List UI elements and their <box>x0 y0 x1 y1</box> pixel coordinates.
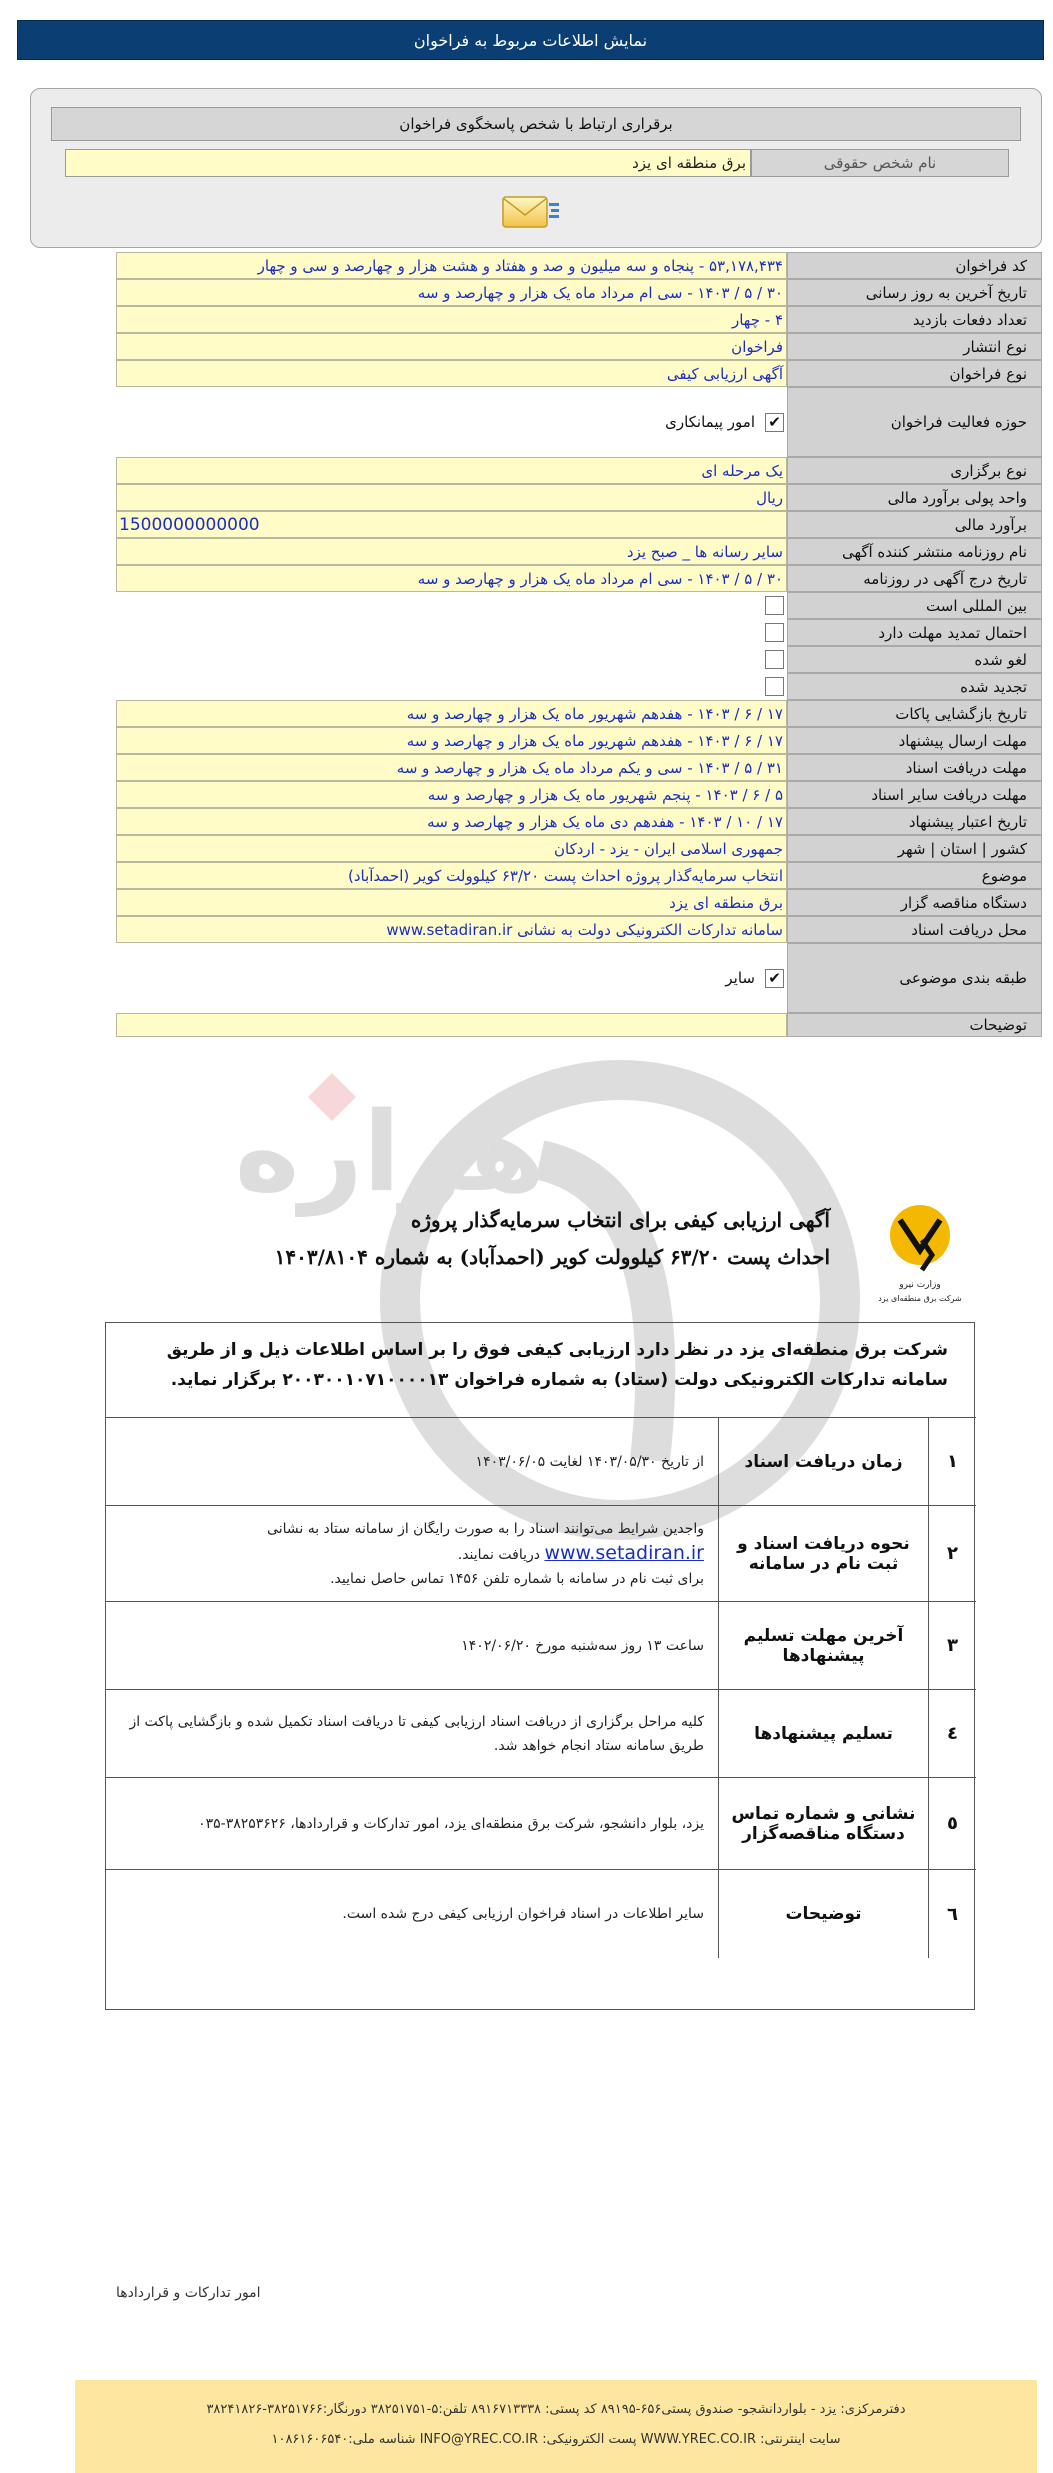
row-international <box>116 592 1042 619</box>
row-value <box>116 1013 787 1037</box>
watermark-text: هزاره <box>234 1088 546 1216</box>
legal-entity-label: نام شخص حقوقی <box>751 149 1009 177</box>
activity-checkbox[interactable]: ✔ <box>765 413 784 432</box>
legal-entity-row <box>65 149 1009 177</box>
row-value: سامانه تدارکات الکترونیکی دولت به نشانی www.setadiran.ir <box>116 916 787 943</box>
notice-row-label: آخرین مهلت تسلیم پیشنهادها <box>718 1602 928 1689</box>
row-value: آگهی ارزیابی کیفی <box>116 360 787 387</box>
row-validity-date <box>116 808 1042 835</box>
notice-title-line1: آگهی ارزیابی کیفی برای انتخاب سرمایه‌گذار پروژه <box>410 1208 830 1232</box>
notice-row-number: ٥ <box>928 1778 976 1869</box>
notice-image <box>60 1060 1000 2301</box>
notice-row-label: نحوه دریافت اسناد و ثبت نام در سامانه <box>718 1506 928 1601</box>
canceled-checkbox[interactable] <box>765 650 784 669</box>
row-last-update <box>116 279 1042 306</box>
row-value: ۵ / ۶ / ۱۴۰۳ - پنجم شهریور ماه یک هزار و چهارصد و سه <box>116 781 787 808</box>
notice-row-number: ۱ <box>928 1418 976 1505</box>
row-label: نوع برگزاری <box>787 457 1042 484</box>
notice-intro: شرکت برق منطقه‌ای یزد در نظر دارد ارزیابی کیفی فوق را بر اساس اطلاعات ذیل و از طریق سامانه تدارکات الکترونیکی دولت (ستاد) به شماره فراخوان ۲۰۰۳۰۰۱۰۷۱۰۰۰۰۱۳ برگزار نماید. <box>106 1323 976 1418</box>
row-label: حوزه فعالیت فراخوان <box>787 387 1042 457</box>
row-value <box>116 592 787 619</box>
notice-table <box>105 1322 975 2010</box>
notice-row-text: کلیه مراحل برگزاری از دریافت اسناد ارزیابی کیفی تا دریافت اسناد تکمیل شده و بازگشایی پاکت از طریق سامانه ستاد انجام خواهد شد. <box>129 1713 704 1754</box>
notice-row-text: سایر اطلاعات در اسناد فراخوان ارزیابی کیفی درج شده است. <box>342 1906 704 1922</box>
row-value: 1500000000000 <box>116 511 787 538</box>
row-value: سایر رسانه ها _ صبح یزد <box>116 538 787 565</box>
category-text: سایر <box>725 969 755 987</box>
row-value: ۱۷ / ۱۰ / ۱۴۰۳ - هفدهم دی ماه یک هزار و چهارصد و سه <box>116 808 787 835</box>
row-value: یک مرحله ای <box>116 457 787 484</box>
notice-row <box>106 1418 976 1506</box>
notice-row <box>106 1870 976 1958</box>
row-label: دستگاه مناقصه گزار <box>787 889 1042 916</box>
notice-row-text-2: دریافت نمایند. <box>457 1546 540 1563</box>
notice-row-text-1: واجدین شرایط می‌توانند اسناد را به صورت رایگان از سامانه ستاد به نشانی <box>267 1520 704 1537</box>
row-value <box>116 943 787 1013</box>
row-label: موضوع <box>787 862 1042 889</box>
international-checkbox[interactable] <box>765 596 784 615</box>
notice-row-label: توضیحات <box>718 1870 928 1958</box>
notice-row-number: ٦ <box>928 1870 976 1958</box>
row-value: ۳۰ / ۵ / ۱۴۰۳ - سی ام مرداد ماه یک هزار و چهارصد و سه <box>116 565 787 592</box>
row-canceled <box>116 646 1042 673</box>
row-other-docs-deadline <box>116 781 1042 808</box>
legal-entity-value: برق منطقه ای یزد <box>65 149 751 177</box>
row-label: نام روزنامه منتشر کننده آگهی <box>787 538 1042 565</box>
row-submit-deadline <box>116 727 1042 754</box>
row-extension <box>116 619 1042 646</box>
row-value: ۵۳,۱۷۸,۴۳۴ - پنجاه و سه میلیون و صد و هفتاد و هشت هزار و چهارصد و سی و چهار <box>116 252 787 279</box>
notice-row-text-3: برای ثبت نام در سامانه با شماره تلفن ۱۴۵۶ تماس حاصل نمایید. <box>330 1570 704 1587</box>
row-holding <box>116 457 1042 484</box>
row-value: ۳۰ / ۵ / ۱۴۰۳ - سی ام مرداد ماه یک هزار و چهارصد و سه <box>116 279 787 306</box>
notice-row <box>106 1690 976 1778</box>
row-estimate <box>116 511 1042 538</box>
notice-row-label: تسلیم پیشنهادها <box>718 1690 928 1777</box>
row-call-type <box>116 360 1042 387</box>
row-docs-deadline <box>116 754 1042 781</box>
row-docs-place <box>116 916 1042 943</box>
row-label: لغو شده <box>787 646 1042 673</box>
row-value <box>116 646 787 673</box>
notice-row-label: زمان دریافت اسناد <box>718 1418 928 1505</box>
row-opening-date <box>116 700 1042 727</box>
row-ad-date <box>116 565 1042 592</box>
info-table <box>116 252 1042 1037</box>
row-subject <box>116 862 1042 889</box>
row-currency <box>116 484 1042 511</box>
row-value: ۱۷ / ۶ / ۱۴۰۳ - هفدهم شهریور ماه یک هزار و چهارصد و سه <box>116 700 787 727</box>
notice-row <box>106 1778 976 1870</box>
renewed-checkbox[interactable] <box>765 677 784 696</box>
setadiran-link[interactable]: www.setadiran.ir <box>544 1541 704 1564</box>
activity-text: امور پیمانکاری <box>665 413 755 431</box>
notice-row-number: ۳ <box>928 1602 976 1689</box>
notice-row-text: از تاریخ ۱۴۰۳/۰۵/۳۰ لغایت ۱۴۰۳/۰۶/۰۵ <box>475 1453 704 1470</box>
notice-row-text-2-line <box>114 1541 704 1567</box>
notice-row <box>106 1602 976 1690</box>
row-label: تاریخ اعتبار پیشنهاد <box>787 808 1042 835</box>
notice-title-line2: احداث پست ۶۳/۲۰ کیلوولت کویر (احمدآباد) به شماره ۱۴۰۳/۸۱۰۴ <box>274 1245 830 1269</box>
row-label: توضیحات <box>787 1013 1042 1037</box>
row-label: تجدید شده <box>787 673 1042 700</box>
row-value: ریال <box>116 484 787 511</box>
row-label: طبقه بندی موضوعی <box>787 943 1042 1013</box>
page-title: نمایش اطلاعات مربوط به فراخوان <box>413 31 648 50</box>
notice-row-label: نشانی و شماره تماس دستگاه مناقصه‌گزار <box>718 1778 928 1869</box>
logo-caption-2: شرکت برق منطقه‌ای یزد <box>878 1294 962 1303</box>
row-label: تاریخ درج آگهی در روزنامه <box>787 565 1042 592</box>
row-label: تاریخ آخرین به روز رسانی <box>787 279 1042 306</box>
row-label: نوع انتشار <box>787 333 1042 360</box>
row-value: جمهوری اسلامی ایران - یزد - اردکان <box>116 835 787 862</box>
row-value <box>116 673 787 700</box>
row-label: محل دریافت اسناد <box>787 916 1042 943</box>
logo-caption-1: وزارت نیرو <box>899 1280 941 1290</box>
letterhead-footer <box>75 2380 1037 2473</box>
row-value: ۳۱ / ۵ / ۱۴۰۳ - سی و یکم مرداد ماه یک هزار و چهارصد و سه <box>116 754 787 781</box>
footer-contacts: سایت اینترنتی: WWW.YREC.CO.IR پست الکترونیکی: INFO@YREC.CO.IR شناسه ملی:۱۰۸۶۱۶۰۶۵۴۰ <box>271 2432 841 2447</box>
row-value <box>116 387 787 457</box>
notice-row-text: ساعت ۱۳ روز سه‌شنبه مورخ ۱۴۰۲/۰۶/۲۰ <box>461 1637 704 1654</box>
row-activity <box>116 387 1042 457</box>
row-label: احتمال تمدید مهلت دارد <box>787 619 1042 646</box>
envelope-icon[interactable] <box>499 187 563 235</box>
row-value: ۴ - چهار <box>116 306 787 333</box>
footer-address: دفترمرکزی: یزد - بلواردانشجو- صندوق پستی۶۵۶-۸۹۱۹۵ کد پستی: ۸۹۱۶۷۱۳۳۳۸ تلفن:۵-۳۸۲۵۱۷۵۱ دورنگار:۳۸۲۵۱۷۶۶-۳۸۲۴۱۸۲۶ <box>206 2402 906 2417</box>
notice-footer: امور تدارکات و قراردادها <box>116 2285 261 2301</box>
row-description <box>116 1013 1042 1037</box>
row-value: ۱۷ / ۶ / ۱۴۰۳ - هفدهم شهریور ماه یک هزار و چهارصد و سه <box>116 727 787 754</box>
row-label: کشور | استان | شهر <box>787 835 1042 862</box>
row-label: واحد پولی برآورد مالی <box>787 484 1042 511</box>
row-newspaper <box>116 538 1042 565</box>
contact-panel <box>30 88 1042 248</box>
row-label: مهلت ارسال پیشنهاد <box>787 727 1042 754</box>
row-value: برق منطقه ای یزد <box>116 889 787 916</box>
row-label: مهلت دریافت اسناد <box>787 754 1042 781</box>
row-location <box>116 835 1042 862</box>
row-category <box>116 943 1042 1013</box>
notice-row-number: ٤ <box>928 1690 976 1777</box>
row-publish-type <box>116 333 1042 360</box>
category-checkbox[interactable]: ✔ <box>765 969 784 988</box>
notice-row-text <box>106 1506 718 1601</box>
extension-checkbox[interactable] <box>765 623 784 642</box>
notice-row-number: ۲ <box>928 1506 976 1601</box>
company-logo-icon <box>860 1195 980 1315</box>
page-header <box>17 20 1044 60</box>
notice-row <box>106 1506 976 1602</box>
row-label: تاریخ بازگشایی پاکات <box>787 700 1042 727</box>
row-value <box>116 619 787 646</box>
row-label: کد فراخوان <box>787 252 1042 279</box>
row-value: انتخاب سرمایه‌گذار پروژه احداث پست ۶۳/۲۰ کیلوولت کویر (احمدآباد) <box>116 862 787 889</box>
row-organizer <box>116 889 1042 916</box>
row-label: تعداد دفعات بازدید <box>787 306 1042 333</box>
notice-row-text: یزد، بلوار دانشجو، شرکت برق منطقه‌ای یزد، امور تدارکات و قراردادها، ۳۸۲۵۳۶۲۶-۰۳۵ <box>198 1815 704 1832</box>
row-label: نوع فراخوان <box>787 360 1042 387</box>
row-label: بین المللی است <box>787 592 1042 619</box>
row-label: برآورد مالی <box>787 511 1042 538</box>
row-code <box>116 252 1042 279</box>
row-renewed <box>116 673 1042 700</box>
row-label: مهلت دریافت سایر اسناد <box>787 781 1042 808</box>
row-visits <box>116 306 1042 333</box>
contact-title[interactable]: برقراری ارتباط با شخص پاسخگوی فراخوان <box>51 107 1021 141</box>
row-value: فراخوان <box>116 333 787 360</box>
